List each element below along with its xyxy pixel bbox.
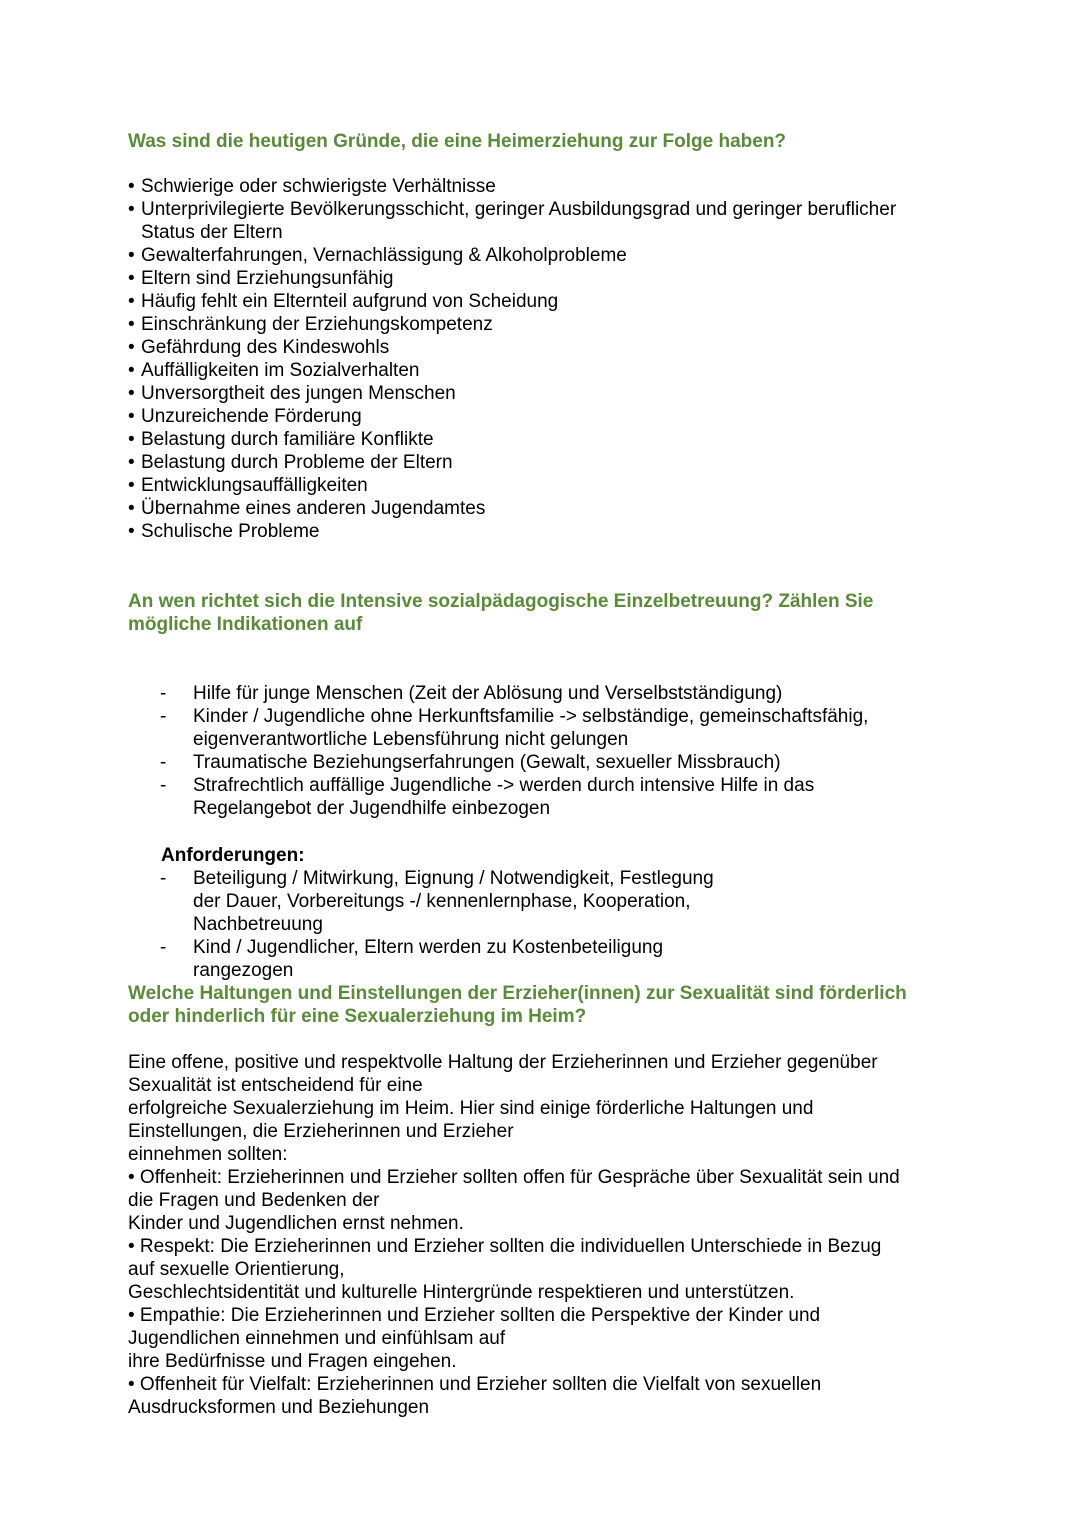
text-line: Einstellungen, die Erzieherinnen und Erzieher	[128, 1121, 514, 1142]
section2-indications-list	[128, 682, 900, 820]
list-item: • Belastung durch Probleme der Eltern	[128, 451, 960, 474]
text-line: einnehmen sollten:	[128, 1144, 288, 1165]
list-item: • Auffälligkeiten im Sozialverhalten	[128, 359, 960, 382]
text-line: • Offenheit: Erzieherinnen und Erzieher sollten offen für Gespräche über Sexualität sein und	[128, 1167, 900, 1188]
list-item: • Schulische Probleme	[128, 520, 960, 543]
section1-heading: Was sind die heutigen Gründe, die eine Heimerziehung zur Folge haben?	[128, 131, 787, 152]
text-line: Eine offene, positive und respektvolle Haltung der Erzieherinnen und Erzieher gegenüber	[128, 1052, 878, 1073]
section3-heading: Welche Haltungen und Einstellungen der Erzieher(innen) zur Sexualität sind förderlich oder hinderlich für eine Sexualerziehung im Heim?	[128, 983, 907, 1027]
list-item: • Unzureichende Förderung	[128, 405, 960, 428]
list-item: • Häufig fehlt ein Elternteil aufgrund von Scheidung	[128, 290, 960, 313]
text-line: die Fragen und Bedenken der	[128, 1190, 380, 1211]
text-line: erfolgreiche Sexualerziehung im Heim. Hier sind einige förderliche Haltungen und	[128, 1098, 814, 1119]
list-item: - Kinder / Jugendliche ohne Herkunftsfamilie -> selbständige, gemeinschaftsfähig, eigenverantwortliche Lebensführung nicht gelungen	[128, 705, 900, 751]
text-line: Ausdrucksformen und Beziehungen	[128, 1397, 430, 1418]
list-item: • Schwierige oder schwierigste Verhältnisse	[128, 175, 960, 198]
text-line: • Respekt: Die Erzieherinnen und Erzieher sollten die individuellen Unterschiede in Bezug	[128, 1236, 882, 1257]
list-item: • Gefährdung des Kindeswohls	[128, 336, 960, 359]
list-item: - Traumatische Beziehungserfahrungen (Gewalt, sexueller Missbrauch)	[128, 751, 900, 774]
requirements-heading: Anforderungen:	[161, 845, 305, 866]
section3-body	[128, 1051, 1020, 1419]
list-item: • Unterprivilegierte Bevölkerungsschicht, geringer Ausbildungsgrad und geringer beruflicher Status der Eltern	[128, 198, 960, 244]
text-line: • Empathie: Die Erzieherinnen und Erzieher sollten die Perspektive der Kinder und	[128, 1305, 821, 1326]
text-line: Geschlechtsidentität und kulturelle Hintergründe respektieren und unterstützen.	[128, 1282, 795, 1303]
list-item: • Entwicklungsauffälligkeiten	[128, 474, 960, 497]
section2-heading: An wen richtet sich die Intensive sozialpädagogische Einzelbetreuung? Zählen Sie mögliche Indikationen auf	[128, 591, 874, 635]
text-line: Kinder und Jugendlichen ernst nehmen.	[128, 1213, 464, 1234]
list-item: • Übernahme eines anderen Jugendamtes	[128, 497, 960, 520]
list-item: • Unversorgtheit des jungen Menschen	[128, 382, 960, 405]
requirements-list	[128, 867, 960, 982]
list-item: - Kind / Jugendlicher, Eltern werden zu Kostenbeteiligung rangezogen	[128, 936, 740, 982]
text-line: • Offenheit für Vielfalt: Erzieherinnen und Erzieher sollten die Vielfalt von sexuellen	[128, 1374, 822, 1395]
text-line: auf sexuelle Orientierung,	[128, 1259, 345, 1280]
list-item: - Strafrechtlich auffällige Jugendliche -> werden durch intensive Hilfe in das Regelangebot der Jugendhilfe einbezogen	[128, 774, 900, 820]
list-item: - Beteiligung / Mitwirkung, Eignung / Notwendigkeit, Festlegung der Dauer, Vorbereitungs -/ kennenlernphase, Kooperation, Nachbetreuung	[128, 867, 740, 936]
section1-list	[128, 175, 960, 543]
list-item: • Belastung durch familiäre Konflikte	[128, 428, 960, 451]
list-item: • Gewalterfahrungen, Vernachlässigung & Alkoholprobleme	[128, 244, 960, 267]
text-line: Sexualität ist entscheidend für eine	[128, 1075, 423, 1096]
list-item: • Eltern sind Erziehungsunfähig	[128, 267, 960, 290]
text-line: ihre Bedürfnisse und Fragen eingehen.	[128, 1351, 457, 1372]
list-item: - Hilfe für junge Menschen (Zeit der Ablösung und Verselbstständigung)	[128, 682, 900, 705]
requirements-block	[128, 844, 960, 982]
list-item: • Einschränkung der Erziehungskompetenz	[128, 313, 960, 336]
text-line: Jugendlichen einnehmen und einfühlsam auf	[128, 1328, 506, 1349]
